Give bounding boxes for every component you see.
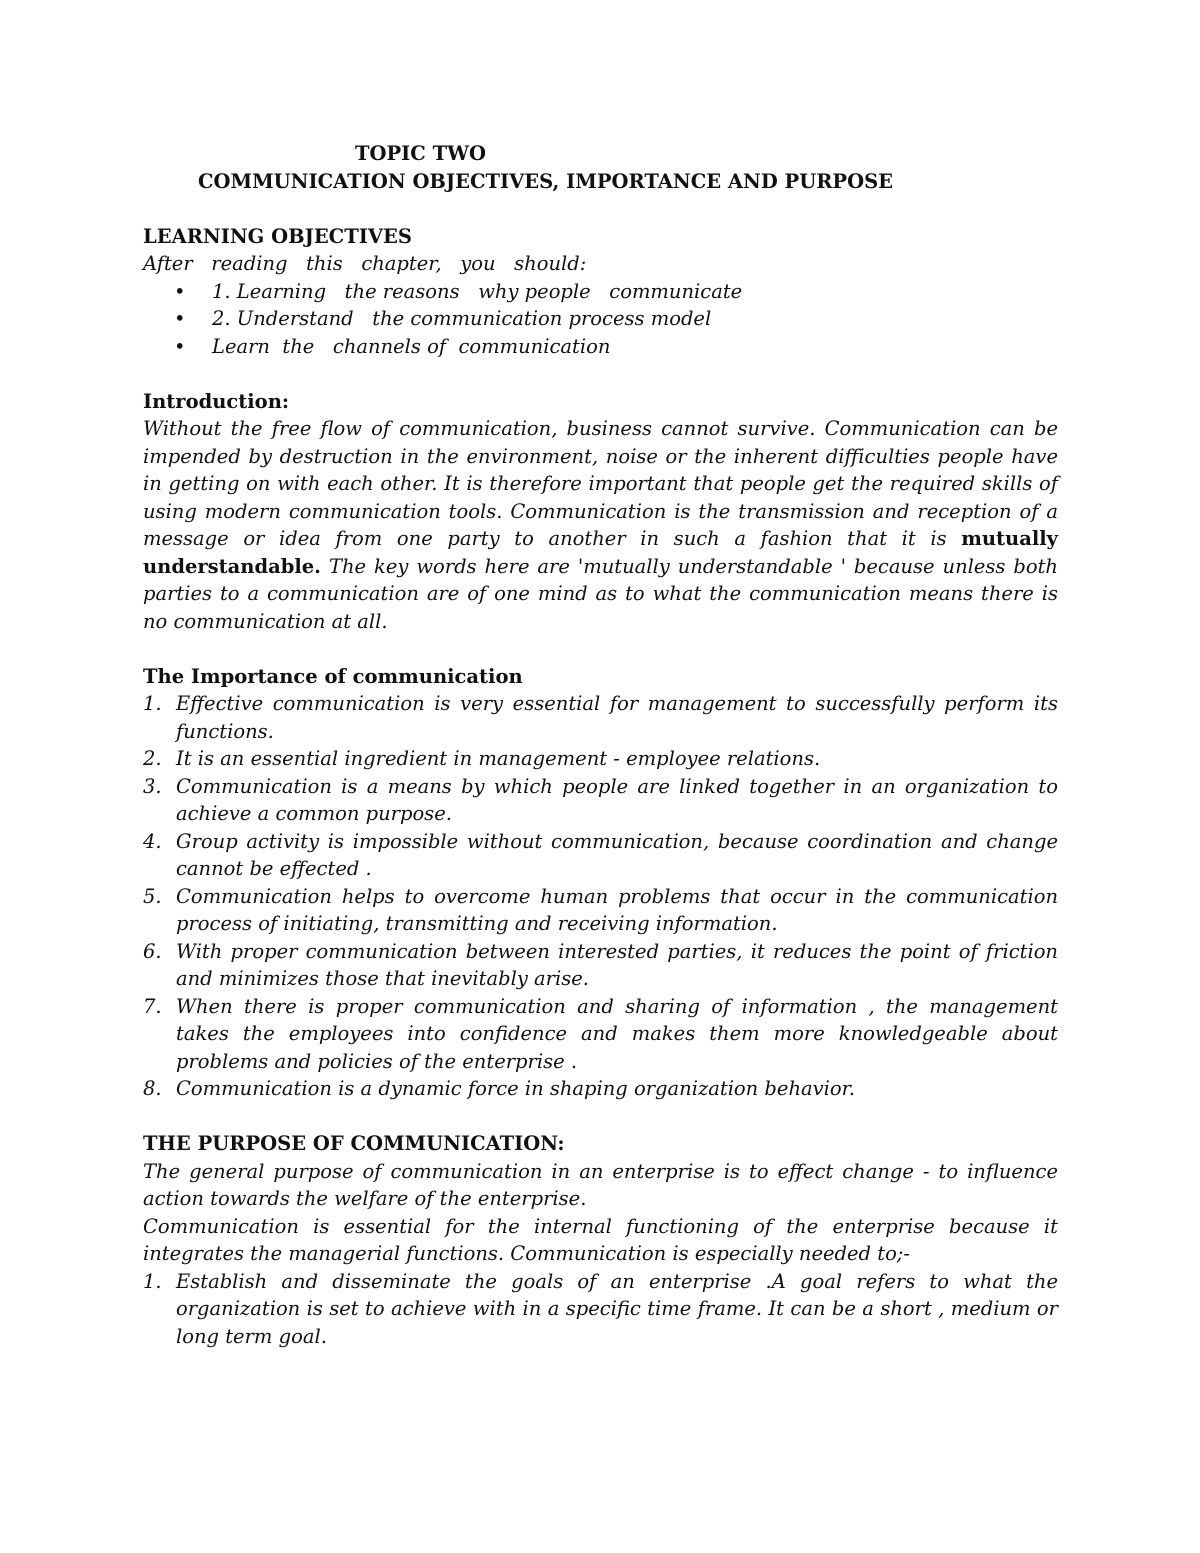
list-item-text: Communication is a means by which people are linked together in an organization to achieve a common purpose. — [176, 774, 1058, 825]
list-item-text: Group activity is impossible without communication, because coordination and change cannot be effected . — [176, 829, 1058, 880]
list-item — [143, 828, 1058, 883]
list-item-text: Communication helps to overcome human problems that occur in the communication process of initiating, transmitting and receiving information. — [176, 884, 1058, 935]
learning-objectives-intro: After reading this chapter, you should: — [143, 252, 587, 275]
spacer — [143, 1103, 1058, 1131]
importance-heading: The Importance of communication — [143, 664, 523, 688]
list-item-text: Communication is a dynamic force in shaping organization behavior. — [176, 1077, 856, 1100]
list-number: 3. — [143, 774, 162, 798]
list-item-text: Learn the channels of communication — [212, 334, 611, 358]
list-item-text: Effective communication is very essential for management to successfully perform its functions. — [176, 692, 1058, 743]
introduction-heading: Introduction: — [143, 389, 290, 413]
spacer — [143, 360, 1058, 388]
document-page — [143, 140, 1058, 1350]
list-number: 7. — [143, 994, 162, 1018]
bullet-icon: • — [174, 334, 186, 358]
list-number: 8. — [143, 1077, 162, 1100]
bullet-icon: • — [174, 307, 186, 330]
spacer — [143, 635, 1058, 663]
list-number: 4. — [143, 829, 162, 853]
purpose-paragraph-2: Communication is essential for the internal functioning of the enterprise because it integrates the managerial functions. Communication is especially needed to;- — [143, 1214, 1058, 1265]
purpose-heading: THE PURPOSE OF COMMUNICATION: — [143, 1132, 565, 1155]
purpose-list — [143, 1268, 1058, 1351]
learning-objectives-list — [143, 278, 1058, 361]
topic-label: TOPIC TWO — [355, 142, 486, 165]
list-item — [143, 333, 1058, 361]
purpose-paragraph-1: The general purpose of communication in an enterprise is to effect change - to influence action towards the welfare of the enterprise. — [143, 1159, 1058, 1210]
learning-objectives-heading: LEARNING OBJECTIVES — [143, 224, 412, 248]
list-item-text: 2. Understand the communication process model — [212, 307, 712, 330]
list-item — [143, 993, 1058, 1076]
list-item — [143, 1268, 1058, 1351]
list-number: 1. — [143, 692, 162, 715]
introduction-text-start: Without the free flow of communication, business cannot survive. Communication can be impended by destruction in the environment, noise or the inherent difficulties people have in getting on with each other. It is therefore important that people get the required skills of using modern communication tools. Communication is the transmission and reception of a message or idea from one party to another in such a fashion that it is — [143, 417, 1058, 550]
list-number: 5. — [143, 884, 162, 908]
bullet-icon: • — [174, 279, 186, 303]
page-title: COMMUNICATION OBJECTIVES, IMPORTANCE AND PURPOSE — [198, 169, 894, 193]
list-item — [143, 690, 1058, 745]
list-number: 1. — [143, 1269, 162, 1293]
spacer — [143, 195, 1058, 223]
importance-list — [143, 690, 1058, 1103]
list-item-text: 1. Learning the reasons why people communicate — [212, 279, 743, 303]
list-item — [143, 305, 1058, 333]
list-item-text: It is an essential ingredient in management - employee relations. — [176, 747, 821, 770]
introduction-text-end: The key words here are 'mutually understandable ' because unless both parties to a communication are of one mind as to what the communication means there is no communication at all. — [143, 554, 1058, 633]
list-item — [143, 773, 1058, 828]
list-item — [143, 883, 1058, 938]
list-item — [143, 1075, 1058, 1103]
list-item — [143, 278, 1058, 306]
list-item-text: With proper communication between interested parties, it reduces the point of friction and minimizes those that inevitably arise. — [176, 939, 1058, 990]
list-item — [143, 745, 1058, 773]
list-number: 6. — [143, 939, 162, 963]
introduction-bold-phrase: mutually understandable. — [143, 527, 1058, 578]
list-item-text: When there is proper communication and sharing of information , the management takes the employees into confidence and makes them more knowledgeable about problems and policies of the enterprise . — [176, 994, 1058, 1073]
list-item-text: Establish and disseminate the goals of an enterprise .A goal refers to what the organization is set to achieve with in a specific time frame. It can be a short , medium or long term goal. — [176, 1269, 1058, 1348]
list-number: 2. — [143, 747, 162, 770]
list-item — [143, 938, 1058, 993]
introduction-paragraph — [143, 415, 1058, 635]
